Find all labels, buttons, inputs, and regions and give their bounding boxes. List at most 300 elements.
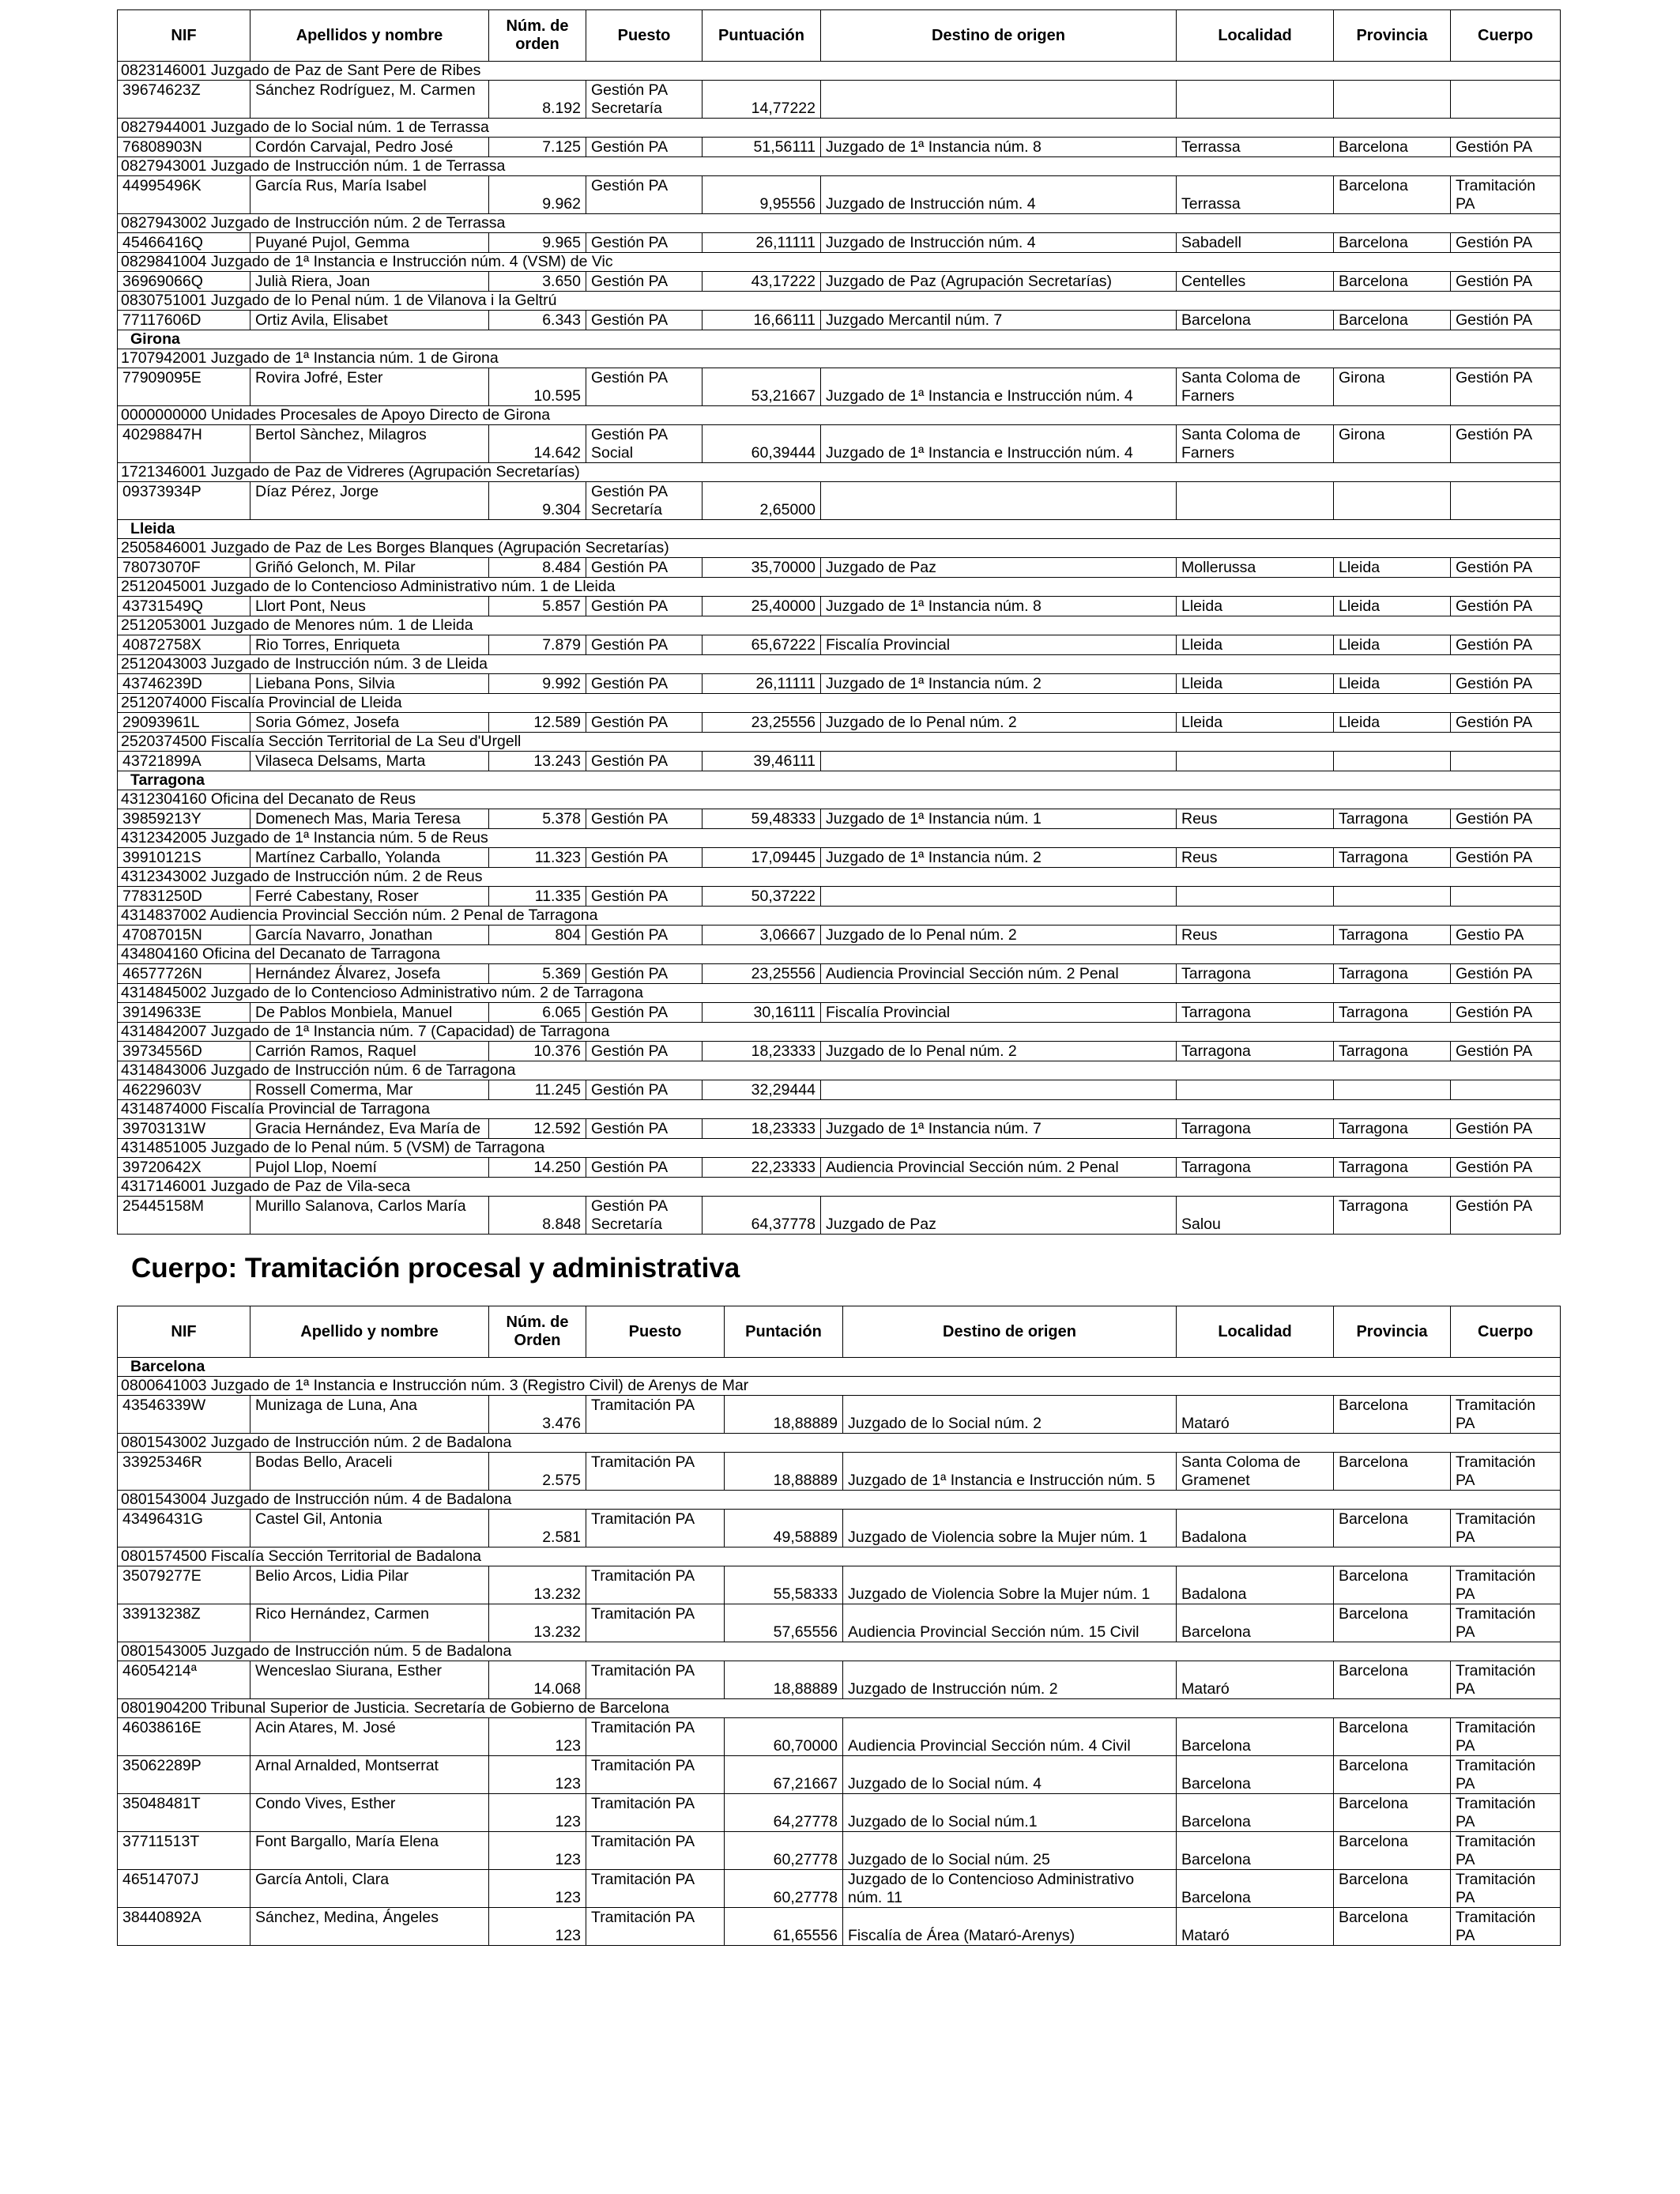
cell-order: 6.065 — [489, 1003, 586, 1023]
table-header-row — [118, 1306, 1561, 1358]
court-heading: 0823146001 Juzgado de Paz de Sant Pere de Ribes — [118, 62, 1561, 81]
table-row — [118, 1003, 1561, 1023]
cell-origin: Juzgado de lo Contencioso Administrativo núm. 11 — [843, 1870, 1177, 1908]
cell-province: Barcelona — [1334, 1718, 1451, 1756]
cell-name: García Antoli, Clara — [250, 1870, 489, 1908]
cell-locality: Barcelona — [1177, 1756, 1334, 1794]
header-cuerpo: Cuerpo — [1451, 1306, 1561, 1358]
cell-province — [1334, 752, 1451, 771]
cell-cuerpo — [1451, 81, 1561, 119]
cell-province: Lleida — [1334, 558, 1451, 578]
cell-order: 12.589 — [489, 713, 586, 733]
table-row — [118, 674, 1561, 694]
cell-province: Tarragona — [1334, 809, 1451, 829]
cell-puesto: Gestión PA — [586, 925, 703, 945]
cell-order: 3.650 — [489, 272, 586, 292]
table-row — [118, 311, 1561, 330]
cell-province: Lleida — [1334, 674, 1451, 694]
cell-nif: 40872758X — [118, 635, 250, 655]
cell-nif: 35079277E — [118, 1566, 250, 1604]
cell-cuerpo: Gestión PA — [1451, 597, 1561, 616]
table-row — [118, 597, 1561, 616]
cell-locality: Lleida — [1177, 635, 1334, 655]
cell-origin: Juzgado de Violencia sobre la Mujer núm. 1 — [843, 1510, 1177, 1547]
table-row — [118, 809, 1561, 829]
cell-cuerpo: Tramitación PA — [1451, 1718, 1561, 1756]
section-row — [118, 214, 1561, 233]
header-nif: NIF — [118, 1306, 250, 1358]
cell-nif: 25445158M — [118, 1197, 250, 1235]
table-row — [118, 925, 1561, 945]
cell-locality: Mataró — [1177, 1908, 1334, 1946]
cell-province: Girona — [1334, 368, 1451, 406]
province-heading: Barcelona — [118, 1358, 1561, 1377]
cell-locality: Barcelona — [1177, 1604, 1334, 1642]
cell-puesto: Gestión PA Secretaría — [586, 81, 703, 119]
cell-cuerpo: Tramitación PA — [1451, 1453, 1561, 1491]
cell-order: 11.323 — [489, 848, 586, 868]
cell-cuerpo: Gestión PA — [1451, 311, 1561, 330]
header-puesto: Puesto — [586, 1306, 725, 1358]
cell-locality: Barcelona — [1177, 311, 1334, 330]
cell-puesto: Tramitación PA — [586, 1832, 725, 1870]
cell-cuerpo: Gestión PA — [1451, 635, 1561, 655]
court-heading: 0800641003 Juzgado de 1ª Instancia e Instrucción núm. 3 (Registro Civil) de Arenys de Mar — [118, 1377, 1561, 1396]
cell-province: Tarragona — [1334, 925, 1451, 945]
cell-nif: 39149633E — [118, 1003, 250, 1023]
cell-cuerpo: Gestión PA — [1451, 1158, 1561, 1178]
cell-order: 123 — [489, 1908, 586, 1946]
cell-locality — [1177, 887, 1334, 907]
header-locality: Localidad — [1177, 10, 1334, 62]
cell-name: Liebana Pons, Silvia — [250, 674, 489, 694]
cell-nif: 29093961L — [118, 713, 250, 733]
cell-nif: 39703131W — [118, 1119, 250, 1139]
cell-cuerpo: Tramitación PA — [1451, 1908, 1561, 1946]
cell-nif: 38440892A — [118, 1908, 250, 1946]
cell-nif: 76808903N — [118, 138, 250, 157]
court-heading: 0801543002 Juzgado de Instrucción núm. 2 de Badalona — [118, 1434, 1561, 1453]
section-title: Cuerpo: Tramitación procesal y administrativa — [131, 1253, 740, 1284]
cell-origin: Juzgado de 1ª Instancia núm. 8 — [821, 138, 1177, 157]
cell-locality: Sabadell — [1177, 233, 1334, 253]
cell-order: 14.068 — [489, 1661, 586, 1699]
section-row — [118, 655, 1561, 674]
cell-puesto: Gestión PA — [586, 1119, 703, 1139]
section-row — [118, 1023, 1561, 1042]
table-row — [118, 176, 1561, 214]
cell-puesto: Gestión PA — [586, 887, 703, 907]
header-puesto: Puesto — [586, 10, 703, 62]
cell-origin: Juzgado de lo Social núm. 2 — [843, 1396, 1177, 1434]
table-row — [118, 368, 1561, 406]
cell-puesto: Gestión PA — [586, 1158, 703, 1178]
cell-origin: Juzgado de lo Penal núm. 2 — [821, 713, 1177, 733]
cell-name: Bodas Bello, Araceli — [250, 1453, 489, 1491]
court-heading: 0801574500 Fiscalía Sección Territorial de Badalona — [118, 1547, 1561, 1566]
section-row — [118, 349, 1561, 368]
cell-name: Cordón Carvajal, Pedro José — [250, 138, 489, 157]
province-heading: Girona — [118, 330, 1561, 349]
cell-nif: 77909095E — [118, 368, 250, 406]
cell-province — [1334, 81, 1451, 119]
header-score: Puntación — [725, 1306, 843, 1358]
cell-order: 14.250 — [489, 1158, 586, 1178]
cell-origin: Juzgado de lo Penal núm. 2 — [821, 925, 1177, 945]
cell-cuerpo: Gestión PA — [1451, 558, 1561, 578]
cell-puesto: Gestión PA — [586, 1080, 703, 1100]
cell-puesto: Tramitación PA — [586, 1718, 725, 1756]
cell-score: 23,25556 — [703, 964, 821, 984]
court-heading: 0801543005 Juzgado de Instrucción núm. 5 de Badalona — [118, 1642, 1561, 1661]
table-row — [118, 1158, 1561, 1178]
cell-origin: Audiencia Provincial Sección núm. 2 Penal — [821, 1158, 1177, 1178]
court-heading: 0827943001 Juzgado de Instrucción núm. 1 de Terrassa — [118, 157, 1561, 176]
cell-order: 10.595 — [489, 368, 586, 406]
cell-origin: Juzgado de 1ª Instancia núm. 8 — [821, 597, 1177, 616]
cell-origin: Juzgado de lo Social núm. 4 — [843, 1756, 1177, 1794]
cell-province: Tarragona — [1334, 1003, 1451, 1023]
table-row — [118, 887, 1561, 907]
table-row — [118, 1453, 1561, 1491]
table-header-row — [118, 10, 1561, 62]
cell-order: 11.245 — [489, 1080, 586, 1100]
document-page — [117, 9, 1560, 1946]
gestion-pa-table — [117, 9, 1561, 1235]
cell-score: 35,70000 — [703, 558, 821, 578]
cell-province: Barcelona — [1334, 1510, 1451, 1547]
table-row — [118, 272, 1561, 292]
header-origin: Destino de origen — [843, 1306, 1177, 1358]
cell-origin: Juzgado de Paz — [821, 558, 1177, 578]
cell-nif: 46054214ª — [118, 1661, 250, 1699]
cell-origin — [821, 81, 1177, 119]
cell-name: Arnal Arnalded, Montserrat — [250, 1756, 489, 1794]
header-province: Provincia — [1334, 10, 1451, 62]
cell-origin: Juzgado de 1ª Instancia núm. 2 — [821, 848, 1177, 868]
cell-order: 5.378 — [489, 809, 586, 829]
cell-locality: Tarragona — [1177, 1158, 1334, 1178]
cell-nif: 09373934P — [118, 482, 250, 520]
cell-nif: 39859213Y — [118, 809, 250, 829]
cell-puesto: Gestión PA — [586, 1003, 703, 1023]
cell-origin: Audiencia Provincial Sección núm. 2 Penal — [821, 964, 1177, 984]
court-heading: 0801543004 Juzgado de Instrucción núm. 4 de Badalona — [118, 1491, 1561, 1510]
cell-cuerpo: Gestión PA — [1451, 809, 1561, 829]
cell-origin — [821, 1080, 1177, 1100]
cell-locality: Reus — [1177, 809, 1334, 829]
cell-province: Barcelona — [1334, 1756, 1451, 1794]
court-heading: 1707942001 Juzgado de 1ª Instancia núm. 1 de Girona — [118, 349, 1561, 368]
cell-province: Barcelona — [1334, 1396, 1451, 1434]
cell-origin: Juzgado Mercantil núm. 7 — [821, 311, 1177, 330]
cell-score: 18,88889 — [725, 1453, 843, 1491]
court-heading: 4314874000 Fiscalía Provincial de Tarragona — [118, 1100, 1561, 1119]
cell-province: Tarragona — [1334, 1042, 1451, 1061]
cell-cuerpo: Gestión PA — [1451, 1003, 1561, 1023]
section-row — [118, 945, 1561, 964]
cell-locality: Barcelona — [1177, 1794, 1334, 1832]
cell-score: 16,66111 — [703, 311, 821, 330]
court-heading: 2512045001 Juzgado de lo Contencioso Administrativo núm. 1 de Lleida — [118, 578, 1561, 597]
cell-origin: Juzgado de lo Social núm.1 — [843, 1794, 1177, 1832]
table-row — [118, 1510, 1561, 1547]
cell-origin: Juzgado de Paz — [821, 1197, 1177, 1235]
court-heading: 434804160 Oficina del Decanato de Tarragona — [118, 945, 1561, 964]
court-heading: 2505846001 Juzgado de Paz de Les Borges Blanques (Agrupación Secretarías) — [118, 539, 1561, 558]
province-row — [118, 771, 1561, 790]
cell-locality: Tarragona — [1177, 1119, 1334, 1139]
cell-origin: Juzgado de Instrucción núm. 4 — [821, 233, 1177, 253]
cell-province: Barcelona — [1334, 176, 1451, 214]
cell-puesto: Gestión PA — [586, 368, 703, 406]
cell-cuerpo: Tramitación PA — [1451, 1566, 1561, 1604]
cell-nif: 43731549Q — [118, 597, 250, 616]
cell-score: 17,09445 — [703, 848, 821, 868]
section-row — [118, 292, 1561, 311]
cell-cuerpo: Gestión PA — [1451, 233, 1561, 253]
section-row — [118, 1547, 1561, 1566]
cell-order: 123 — [489, 1718, 586, 1756]
table-row — [118, 713, 1561, 733]
tramitacion-pa-table — [117, 1306, 1561, 1946]
cell-score: 64,27778 — [725, 1794, 843, 1832]
cell-origin — [821, 752, 1177, 771]
court-heading: 4312343002 Juzgado de Instrucción núm. 2 de Reus — [118, 868, 1561, 887]
cell-province: Barcelona — [1334, 1794, 1451, 1832]
cell-locality: Santa Coloma de Farners — [1177, 425, 1334, 463]
cell-name: Bertol Sànchez, Milagros — [250, 425, 489, 463]
cell-puesto: Gestión PA — [586, 713, 703, 733]
table-row — [118, 1604, 1561, 1642]
court-heading: 4317146001 Juzgado de Paz de Vila-seca — [118, 1178, 1561, 1197]
cell-name: Belio Arcos, Lidia Pilar — [250, 1566, 489, 1604]
court-heading: 2512074000 Fiscalía Provincial de Lleida — [118, 694, 1561, 713]
header-nif: NIF — [118, 10, 250, 62]
cell-name: Rico Hernández, Carmen — [250, 1604, 489, 1642]
section-row — [118, 1434, 1561, 1453]
cell-name: Rossell Comerma, Mar — [250, 1080, 489, 1100]
section-row — [118, 1491, 1561, 1510]
section-row — [118, 1178, 1561, 1197]
cell-cuerpo: Tramitación PA — [1451, 176, 1561, 214]
cell-score: 51,56111 — [703, 138, 821, 157]
cell-score: 30,16111 — [703, 1003, 821, 1023]
cell-puesto: Gestión PA — [586, 752, 703, 771]
cell-name: Castel Gil, Antonia — [250, 1510, 489, 1547]
cell-origin: Juzgado de lo Penal núm. 2 — [821, 1042, 1177, 1061]
court-heading: 0830751001 Juzgado de lo Penal núm. 1 de Vilanova i la Geltrú — [118, 292, 1561, 311]
cell-puesto: Tramitación PA — [586, 1908, 725, 1946]
cell-locality — [1177, 482, 1334, 520]
court-heading: 4312342005 Juzgado de 1ª Instancia núm. 5 de Reus — [118, 829, 1561, 848]
cell-name: Domenech Mas, Maria Teresa — [250, 809, 489, 829]
cell-order: 10.376 — [489, 1042, 586, 1061]
cell-order: 3.476 — [489, 1396, 586, 1434]
cell-locality: Badalona — [1177, 1566, 1334, 1604]
cell-cuerpo: Gestión PA — [1451, 272, 1561, 292]
cell-score: 50,37222 — [703, 887, 821, 907]
cell-nif: 35048481T — [118, 1794, 250, 1832]
province-row — [118, 1358, 1561, 1377]
cell-nif: 47087015N — [118, 925, 250, 945]
court-heading: 0827944001 Juzgado de lo Social núm. 1 de Terrassa — [118, 119, 1561, 138]
cell-puesto: Gestión PA — [586, 1042, 703, 1061]
cell-locality: Tarragona — [1177, 964, 1334, 984]
cell-nif: 33925346R — [118, 1453, 250, 1491]
cell-cuerpo — [1451, 1080, 1561, 1100]
cell-province: Barcelona — [1334, 138, 1451, 157]
cell-nif: 39910121S — [118, 848, 250, 868]
cell-locality: Salou — [1177, 1197, 1334, 1235]
cell-score: 22,23333 — [703, 1158, 821, 1178]
table-row — [118, 425, 1561, 463]
cell-name: Wenceslao Siurana, Esther — [250, 1661, 489, 1699]
cell-nif: 46229603V — [118, 1080, 250, 1100]
cell-cuerpo: Tramitación PA — [1451, 1794, 1561, 1832]
cell-cuerpo — [1451, 887, 1561, 907]
cell-order: 123 — [489, 1756, 586, 1794]
cell-province: Barcelona — [1334, 1453, 1451, 1491]
table-row — [118, 482, 1561, 520]
cell-province: Barcelona — [1334, 1832, 1451, 1870]
cell-cuerpo: Gestión PA — [1451, 1197, 1561, 1235]
cell-puesto: Tramitación PA — [586, 1794, 725, 1832]
cell-puesto: Gestión PA — [586, 964, 703, 984]
cell-cuerpo: Gestión PA — [1451, 1042, 1561, 1061]
court-heading: 0801904200 Tribunal Superior de Justicia. Secretaría de Gobierno de Barcelona — [118, 1699, 1561, 1718]
cell-puesto: Tramitación PA — [586, 1453, 725, 1491]
section-row — [118, 733, 1561, 752]
cell-origin: Juzgado de Instrucción núm. 4 — [821, 176, 1177, 214]
table-row — [118, 81, 1561, 119]
cell-name: Puyané Pujol, Gemma — [250, 233, 489, 253]
cell-score: 59,48333 — [703, 809, 821, 829]
cell-puesto: Gestión PA Social — [586, 425, 703, 463]
cell-name: Carrión Ramos, Raquel — [250, 1042, 489, 1061]
cell-locality: Reus — [1177, 848, 1334, 868]
header-name: Apellidos y nombre — [250, 10, 489, 62]
cell-name: Hernández Álvarez, Josefa — [250, 964, 489, 984]
cell-cuerpo: Gestión PA — [1451, 964, 1561, 984]
cell-origin: Audiencia Provincial Sección núm. 4 Civil — [843, 1718, 1177, 1756]
cell-order: 9.992 — [489, 674, 586, 694]
header-order: Núm. de orden — [489, 10, 586, 62]
cell-puesto: Tramitación PA — [586, 1870, 725, 1908]
cell-puesto: Tramitación PA — [586, 1604, 725, 1642]
header-province: Provincia — [1334, 1306, 1451, 1358]
cell-score: 14,77222 — [703, 81, 821, 119]
header-score: Puntuación — [703, 10, 821, 62]
cell-nif: 77117606D — [118, 311, 250, 330]
cell-cuerpo: Gestión PA — [1451, 138, 1561, 157]
cell-locality: Terrassa — [1177, 138, 1334, 157]
court-heading: 0829841004 Juzgado de 1ª Instancia e Instrucción núm. 4 (VSM) de Vic — [118, 253, 1561, 272]
cell-score: 65,67222 — [703, 635, 821, 655]
cell-origin: Fiscalía Provincial — [821, 635, 1177, 655]
cell-order: 13.243 — [489, 752, 586, 771]
cell-name: Munizaga de Luna, Ana — [250, 1396, 489, 1434]
cell-score: 60,70000 — [725, 1718, 843, 1756]
cell-province: Tarragona — [1334, 1197, 1451, 1235]
cell-order: 14.642 — [489, 425, 586, 463]
cell-score: 60,39444 — [703, 425, 821, 463]
section-row — [118, 119, 1561, 138]
cell-cuerpo: Gestión PA — [1451, 1119, 1561, 1139]
cell-nif: 77831250D — [118, 887, 250, 907]
section-row — [118, 1642, 1561, 1661]
section-row — [118, 694, 1561, 713]
cell-province: Tarragona — [1334, 1119, 1451, 1139]
cell-score: 32,29444 — [703, 1080, 821, 1100]
cell-score: 43,17222 — [703, 272, 821, 292]
table-row — [118, 1080, 1561, 1100]
cell-puesto: Tramitación PA — [586, 1566, 725, 1604]
cell-nif: 37711513T — [118, 1832, 250, 1870]
header-cuerpo: Cuerpo — [1451, 10, 1561, 62]
cell-score: 18,23333 — [703, 1042, 821, 1061]
table-row — [118, 1832, 1561, 1870]
cell-name: Sánchez, Medina, Ángeles — [250, 1908, 489, 1946]
cell-puesto: Gestión PA Secretaría — [586, 1197, 703, 1235]
cell-locality: Mataró — [1177, 1661, 1334, 1699]
cell-locality — [1177, 81, 1334, 119]
header-locality: Localidad — [1177, 1306, 1334, 1358]
cell-name: Pujol Llop, Noemí — [250, 1158, 489, 1178]
table-row — [118, 1197, 1561, 1235]
section-row — [118, 1699, 1561, 1718]
cell-name: Ortiz Avila, Elisabet — [250, 311, 489, 330]
cell-order: 8.192 — [489, 81, 586, 119]
cell-locality: Badalona — [1177, 1510, 1334, 1547]
cell-locality: Tarragona — [1177, 1042, 1334, 1061]
court-heading: 4314851005 Juzgado de lo Penal núm. 5 (VSM) de Tarragona — [118, 1139, 1561, 1158]
cell-origin: Juzgado de 1ª Instancia e Instrucción núm. 4 — [821, 425, 1177, 463]
cell-origin: Juzgado de 1ª Instancia e Instrucción núm. 5 — [843, 1453, 1177, 1491]
cell-name: De Pablos Monbiela, Manuel — [250, 1003, 489, 1023]
table-row — [118, 138, 1561, 157]
cell-cuerpo — [1451, 752, 1561, 771]
cell-name: Díaz Pérez, Jorge — [250, 482, 489, 520]
cell-name: Soria Gómez, Josefa — [250, 713, 489, 733]
cell-name: Julià Riera, Joan — [250, 272, 489, 292]
cell-nif: 46577726N — [118, 964, 250, 984]
section-row — [118, 463, 1561, 482]
section-row — [118, 1139, 1561, 1158]
cell-name: García Rus, María Isabel — [250, 176, 489, 214]
cell-score: 60,27778 — [725, 1870, 843, 1908]
cell-province: Barcelona — [1334, 1908, 1451, 1946]
cell-puesto: Gestión PA — [586, 635, 703, 655]
cell-locality: Santa Coloma de Farners — [1177, 368, 1334, 406]
cell-score: 60,27778 — [725, 1832, 843, 1870]
cell-score: 55,58333 — [725, 1566, 843, 1604]
section-row — [118, 907, 1561, 925]
province-heading: Tarragona — [118, 771, 1561, 790]
cell-origin: Juzgado de Instrucción núm. 2 — [843, 1661, 1177, 1699]
cell-score: 18,23333 — [703, 1119, 821, 1139]
cell-puesto: Gestión PA — [586, 311, 703, 330]
cell-name: Rio Torres, Enriqueta — [250, 635, 489, 655]
cell-locality: Centelles — [1177, 272, 1334, 292]
table-row — [118, 558, 1561, 578]
cell-nif: 78073070F — [118, 558, 250, 578]
cell-order: 7.125 — [489, 138, 586, 157]
cell-name: Vilaseca Delsams, Marta — [250, 752, 489, 771]
cell-order: 2.575 — [489, 1453, 586, 1491]
cell-province — [1334, 887, 1451, 907]
section-row — [118, 790, 1561, 809]
